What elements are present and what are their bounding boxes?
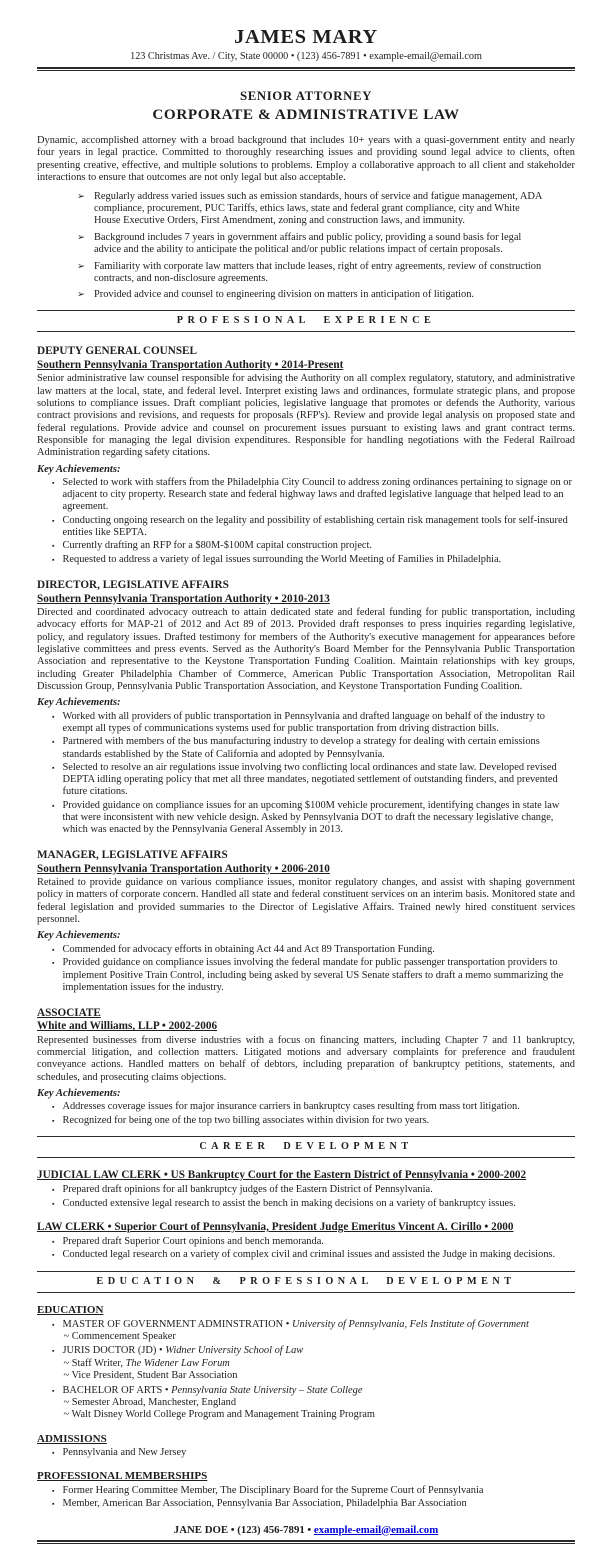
list-item [52,944,575,956]
membership-bullet-text: Member, American Bar Association, Pennsylvania Bar Association, Philadelphia Bar Association [62,1498,467,1510]
square-bullet-icon: ▪ [52,1237,55,1246]
admissions-list [52,1447,575,1459]
clerkship-heading: JUDICIAL LAW CLERK • US Bankruptcy Court for the Eastern District of Pennsylvania • 2000-2002 [37,1169,527,1182]
key-achievements-label: Key Achievements: [37,696,121,709]
list-item [52,515,575,539]
section-banner-professional-experience: PROFESSIONAL EXPERIENCE [37,310,575,332]
education-sub-line [63,1331,528,1343]
summary-bullet-text: Background includes 7 years in government affairs and public policy, providing a sound basis for legal advice and the ability to anticipate the political and/or public relations impact of certain proposals. [93,231,522,256]
list-item [52,1485,575,1497]
job-title: MANAGER, LEGISLATIVE AFFAIRS [37,849,228,862]
achievement-list [52,944,575,994]
square-bullet-icon: ▪ [52,1320,55,1329]
job-company-dates: Southern Pennsylvania Transportation Authority • 2010-2013 [37,592,330,605]
square-bullet-icon: ▪ [52,1117,55,1126]
job-description: Represented businesses from diverse industries with a focus on financing matters, including Chapter 7 and 11 bankruptcy, commercial litigation, and collection matters. Litigated motions and adversary complaints for preference and fraudulent conveyance actions. Handled matters on behalf of debtors, including preparation of bankruptcy petitions, statements, and schedules, and prosecuting claims objections. [37,1034,575,1083]
list-item [52,477,575,513]
memberships-list [52,1485,575,1511]
footer-divider [37,1540,575,1544]
contact-line: 123 Christmas Ave. / City, State 00000 • (123) 456-7891 • example-email@email.com [130,51,482,62]
list-item [52,1236,575,1248]
institution-name: Widner University School of Law [165,1345,304,1357]
job-description: Directed and coordinated advocacy outreach to attain dedicated state and federal funding for public transportation, including advocacy efforts for MAP-21 of 2012 and Act 89 of 2013. Provided draft responses to press inquiries regarding legislative, policy, and regulatory issues. Drafted testimony for members of the Authority's executive management for appearances before legislative committees and press events. Served as the Authority's Board Member for the Pennsylvania Public Transportation Association and representative to the Keystone Transportation Funding Coalition. Maintain relationships with key groups, including Greater Philadelphia Chamber of Commerce, American Public Transportation Association, Metropolitan Rail Discussion Group, Pennsylvania Public Transportation Association, and Keystone Transportation Funding Coalition. [37,607,575,692]
job-company-dates: Southern Pennsylvania Transportation Authority • 2014-Present [37,358,344,371]
achievement-text: Recognized for being one of the top two billing associates within division for two years. [62,1115,430,1127]
list-item [52,736,575,760]
education-sub-line [63,1370,303,1382]
footer [37,1524,575,1537]
education-sub-line [63,1397,375,1409]
arrow-bullet-icon: ➢ [77,232,85,243]
key-achievements-label: Key Achievements: [37,1086,121,1099]
admissions-bullet-text: Pennsylvania and New Jersey [62,1447,187,1459]
square-bullet-icon: ▪ [52,945,55,954]
summary-bullet-text: Familiarity with corporate law matters that include leases, right of entry agreements, review of construction contracts, and non-disclosure agreements. [93,260,542,284]
clerkship-heading: LAW CLERK • Superior Court of Pennsylvania, President Judge Emeritus Vincent A. Cirillo • 2000 [37,1220,514,1233]
list-item [77,191,547,227]
achievement-text: Requested to address a variety of legal issues surrounding the World Meeting of Families in Philadelphia. [62,554,502,566]
list-item [52,762,575,798]
specialty-title: CORPORATE & ADMINISTRATIVE LAW [152,106,460,123]
achievement-text: Addresses coverage issues for major insurance carriers in bankruptcy cases resulting from mass tort litigation. [62,1101,520,1113]
key-achievements-label: Key Achievements: [37,462,121,475]
degree-line [62,1319,528,1331]
clerkship-bullet-list [52,1184,575,1210]
achievement-text: Partnered with members of the bus manufacturing industry to develop a strategy for dealing with certain emissions standards established by the State of California and adopted by Pennsylvania. [62,736,540,760]
list-item [52,1498,575,1510]
candidate-name: JAMES MARY [234,26,378,48]
arrow-bullet-icon: ➢ [77,261,85,272]
summary-paragraph: Dynamic, accomplished attorney with a broad background that includes 10+ years with a quasi-government entity and nearly four years in legal practice. Committed to thoroughly researching issues and providing sound legal advice to clients, often presenting creative, effective, and multiple solutions to problems. Employ a collaborative approach to all client and stakeholder interactions to ensure that outcomes are not only legal but also acceptable. [37,135,575,183]
square-bullet-icon: ▪ [52,801,55,810]
achievement-list [52,1101,575,1127]
education-entry [52,1319,575,1344]
job-entry [37,579,575,836]
clerkship-entry [37,1221,575,1262]
clerkship-bullet-text: Conducted extensive legal research to assist the bench in making decisions on a variety of bankruptcy issues. [62,1197,516,1209]
degree-line [62,1385,375,1397]
square-bullet-icon: ▪ [52,479,55,488]
education-list [52,1319,575,1422]
summary-bullet-text: Regularly address varied issues such as emission standards, hours of service and fatigue management, ADA compliance, procurement, PUC Tariffs, ethics laws, state and federal grant compliance, city and White House Executive Orders, First Amendment, zoning and construction laws, and immunity. [93,191,542,227]
achievement-text: Conducting ongoing research on the legality and possibility of establishing certain risk management tools for self-insured entities like SEPTA. [62,514,568,538]
achievement-text: Provided guidance on compliance issues involving the federal mandate for public passenger transportation providers to implement Positive Train Control, including being asked by several US Senate staffers to draft a memo summarizing the implementation issues for the industry. [62,957,564,993]
job-title: ASSOCIATE [37,1006,101,1019]
achievement-text: Worked with all providers of public transportation in Pennsylvania and drafted language on behalf of the industry to exempt all types of communications systems used for public transportation from driving distraction bills. [62,710,545,734]
list-item [52,1447,575,1459]
education-sub-line [63,1358,303,1370]
square-bullet-icon: ▪ [52,1449,55,1458]
education-heading: EDUCATION [37,1303,104,1316]
clerkship-bullet-list [52,1236,575,1262]
list-item [52,800,575,836]
education-sub-italic: The Widener Law Forum [125,1357,230,1369]
square-bullet-icon: ▪ [52,1103,55,1112]
square-bullet-icon: ▪ [52,738,55,747]
achievement-text: Currently drafting an RFP for a $80M-$100M capital construction project. [62,540,373,552]
list-item [52,1115,575,1127]
membership-bullet-text: Former Hearing Committee Member, The Disciplinary Board for the Supreme Court of Pennsylvania [62,1484,484,1496]
job-entry [37,345,575,566]
section-banner-education: EDUCATION & PROFESSIONAL DEVELOPMENT [37,1271,575,1293]
square-bullet-icon: ▪ [52,1186,55,1195]
key-achievements-label: Key Achievements: [37,929,121,942]
degree-line [62,1345,303,1357]
clerkship-bullet-text: Prepared draft opinions for all bankruptcy judges of the Eastern District of Pennsylvania. [62,1184,433,1196]
list-item [52,1184,575,1196]
degree-name: MASTER OF GOVERNMENT ADMINSTRATION • [62,1318,292,1330]
square-bullet-icon: ▪ [52,959,55,968]
list-item [77,289,547,301]
education-entry-body [62,1345,303,1382]
degree-name: JURIS DOCTOR (JD) • [62,1345,166,1357]
square-bullet-icon: ▪ [52,1347,55,1356]
list-item [52,957,575,993]
footer-email-link[interactable]: example-email@email.com [313,1523,439,1536]
section-banner-career-development: CAREER DEVELOPMENT [37,1136,575,1158]
achievement-text: Selected to work with staffers from the Philadelphia City Council to address zoning ordinances pertaining to signage on or adjacent to city property. Research state and federal highway laws and drafted legislative language that helped lead to an agreement. [62,477,572,513]
square-bullet-icon: ▪ [52,1486,55,1495]
job-company-dates: Southern Pennsylvania Transportation Authority • 2006-2010 [37,862,330,875]
education-sub-text: ~ Commencement Speaker [63,1330,176,1342]
list-item [52,1198,575,1210]
education-sub-text: ~ Staff Writer, [63,1357,126,1369]
education-sub-text: ~ Semester Abroad, Manchester, England [63,1396,237,1408]
job-company-dates: White and Williams, LLP • 2002-2006 [37,1020,218,1033]
square-bullet-icon: ▪ [52,764,55,773]
degree-name: BACHELOR OF ARTS • [62,1384,172,1396]
institution-name: Pennsylvania State University – State College [171,1384,363,1396]
job-entry [37,1007,575,1127]
job-entry [37,849,575,994]
clerkship-entry [37,1169,575,1210]
list-item [77,261,547,285]
achievement-list [52,477,575,566]
list-item [52,711,575,735]
job-description: Retained to provide guidance on various compliance issues, monitor regulatory changes, and assist with shaping government policy in matters of corporate concern. Handled all state and federal constituent services on an interim basis. Monitored state and federal legislation and provided summaries to the Director of Legislative Affairs. Trained newly hired constituent services personnel. [37,877,575,926]
arrow-bullet-icon: ➢ [77,290,85,301]
clerkship-bullet-text: Conducted legal research on a variety of complex civil and criminal issues and assisted the Judge in making decisions. [62,1249,556,1261]
footer-contact-text: JANE DOE • (123) 456-7891 • [173,1523,314,1536]
square-bullet-icon: ▪ [52,1386,55,1395]
summary-bullet-list [77,191,547,301]
education-entry-body [62,1319,528,1344]
summary-section [37,135,575,301]
list-item [77,232,547,256]
square-bullet-icon: ▪ [52,1500,55,1509]
arrow-bullet-icon: ➢ [77,192,85,203]
admissions-heading: ADMISSIONS [37,1432,107,1445]
clerkship-bullet-text: Prepared draft Superior Court opinions and bench memoranda. [62,1235,324,1247]
title-block [37,89,575,124]
square-bullet-icon: ▪ [52,516,55,525]
summary-bullet-text: Provided advice and counsel to engineering division on matters in anticipation of litigation. [93,289,475,301]
achievement-list [52,711,575,836]
education-sub-text: ~ Walt Disney World College Program and Management Training Program [63,1409,375,1421]
square-bullet-icon: ▪ [52,712,55,721]
list-item [52,554,575,566]
square-bullet-icon: ▪ [52,556,55,565]
job-description: Senior administrative law counsel responsible for advising the Authority on all complex regulatory, statutory, and administrative law matters at the local, state, and federal level. Interpret existing laws and ordinances, formulate strategic plans, and propose solutions to compliance issues. Draft compliant policies, legislative language that promotes or defends the Authority, various contract provisions and revisions, and requests for proposals (RFP's). Review and provide legal analysis on proposed state and federal regulations. Provide advice and counsel on procurement issues pursuant to existing laws and grant contract terms. Responsible for managing the legal division expenditures. Responsible for handling negotiations with the Federal Railroad Administration regarding safety citations. [37,373,575,459]
memberships-heading: PROFESSIONAL MEMBERSHIPS [37,1470,208,1483]
education-entry [52,1385,575,1422]
achievement-text: Provided guidance on compliance issues for an upcoming $100M vehicle procurement, identifying changes in state law that were inconsistent with new vehicle design. Asked by Pennsylvania DOT to draft the necessary legislative change, which was enacted by the Pennsylvania General Assembly in 2013. [62,799,560,836]
achievement-text: Commended for advocacy efforts in obtaining Act 44 and Act 89 Transportation Funding. [62,943,435,955]
list-item [52,1101,575,1113]
square-bullet-icon: ▪ [52,1251,55,1260]
education-sub-text: ~ Vice President, Student Bar Association [63,1370,238,1382]
header [37,26,575,71]
institution-name: University of Pennsylvania, Fels Institute of Government [291,1318,529,1330]
square-bullet-icon: ▪ [52,542,55,551]
square-bullet-icon: ▪ [52,1199,55,1208]
achievement-text: Selected to resolve an air regulations issue involving two conflicting local ordinances and state law. Developed revised DEPTA idling operating policy that met all three mandates, negotiated settlement of outstanding finders, and prevented future citations. [62,762,558,798]
job-role-title: SENIOR ATTORNEY [240,89,372,103]
education-entry-body [62,1385,375,1422]
education-sub-line [63,1409,375,1421]
list-item [52,540,575,552]
list-item [52,1249,575,1261]
header-divider [37,67,575,71]
education-entry [52,1345,575,1382]
job-title: DEPUTY GENERAL COUNSEL [37,345,197,358]
job-title: DIRECTOR, LEGISLATIVE AFFAIRS [37,579,229,592]
